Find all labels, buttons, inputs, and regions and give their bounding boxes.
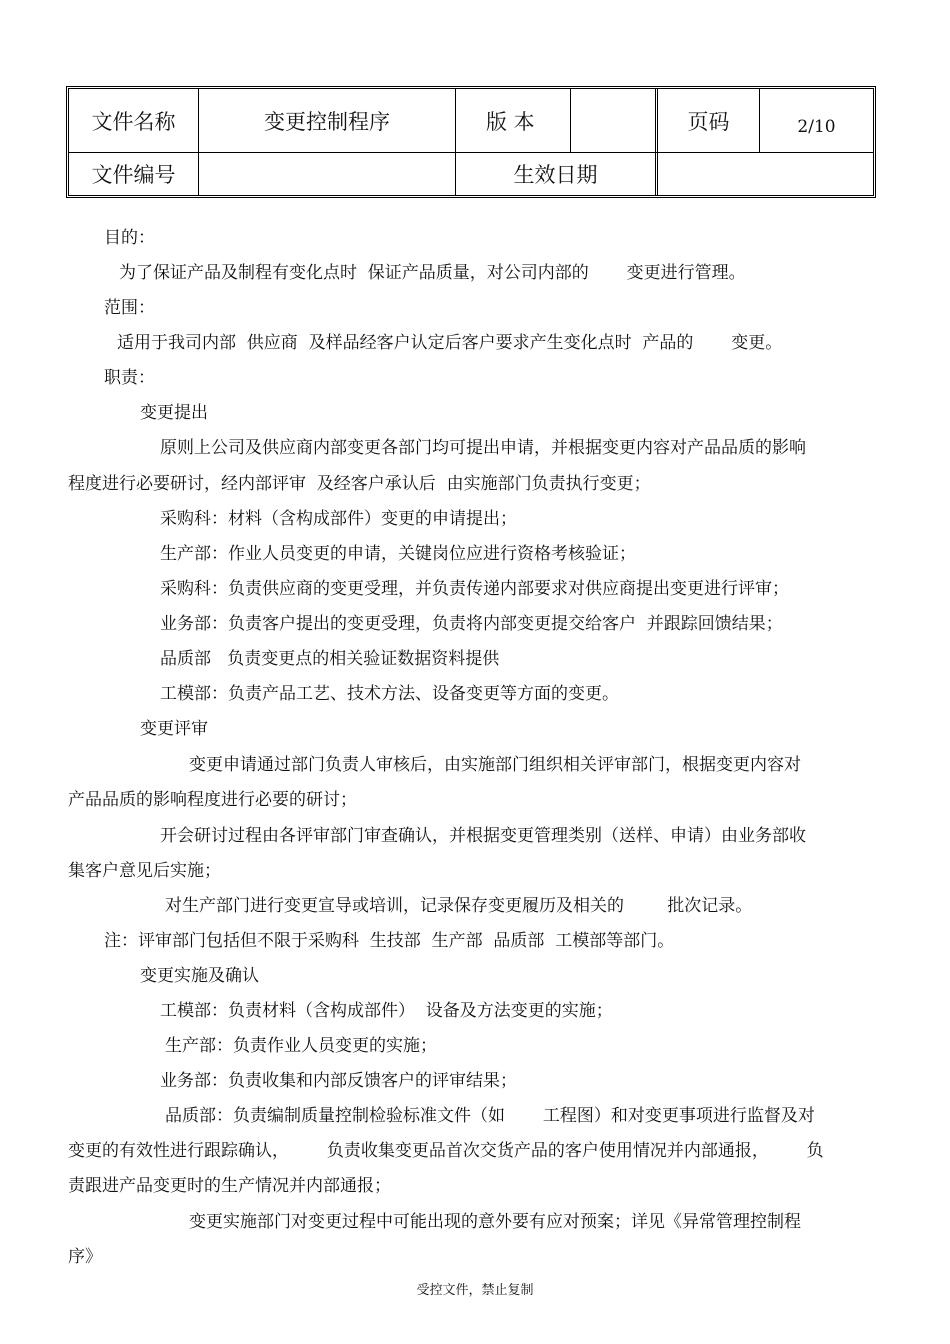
body-text-line: 业务部：负责客户提出的变更受理，负责将内部变更提交给客户 并跟踪回馈结果； [160, 614, 783, 634]
body-text-line: 品质部 负责变更点的相关验证数据资料提供 [160, 649, 500, 669]
file-number-label: 文件编号 [91, 163, 176, 187]
file-number-value [199, 153, 455, 195]
effective-date-label: 生效日期 [513, 163, 598, 187]
file-name-label: 文件名称 [91, 109, 176, 134]
body-text-line: 集客户意见后实施； [68, 861, 221, 881]
body-text-line: 生产部：负责作业人员变更的实施； [165, 1036, 437, 1056]
body-text-line: 采购科：材料（含构成部件）变更的申请提出； [160, 509, 517, 529]
body-text-line: 程度进行必要研讨，经内部评审 及经客户承认后 由实施部门负责执行变更； [68, 474, 651, 494]
version-label: 版 本 [486, 109, 535, 134]
document-header-table [66, 86, 876, 198]
page-number: 2/10 [797, 116, 836, 137]
body-text-line: 生产部：作业人员变更的申请，关键岗位应进行资格考核验证； [160, 544, 636, 564]
body-text-line: 原则上公司及供应商内部变更各部门均可提出申请，并根据变更内容对产品品质的影响 [160, 438, 806, 458]
subheading-change-request: 变更提出 [140, 403, 208, 423]
body-text-line: 为了保证产品及制程有变化点时 保证产品质量，对公司内部的 变更进行管理。 [119, 263, 746, 283]
file-name-value: 变更控制程序 [264, 109, 390, 134]
subheading-change-implementation: 变更实施及确认 [140, 966, 259, 986]
section-heading-responsibilities: 职责： [104, 368, 155, 388]
body-text-line: 变更实施部门对变更过程中可能出现的意外要有应对预案；详见《异常管理控制程 [189, 1212, 801, 1232]
page-label: 页码 [687, 109, 730, 134]
body-text-line: 采购科：负责供应商的变更受理，并负责传递内部要求对供应商提出变更进行评审； [160, 579, 789, 599]
body-text-line: 产品品质的影响程度进行必要的研讨； [68, 790, 357, 810]
body-text-line: 变更申请通过部门负责人审核后，由实施部门组织相关评审部门，根据变更内容对 [189, 755, 801, 775]
body-text-line: 适用于我司内部 供应商 及样品经客户认定后客户要求产生变化点时 产品的 变更。 [117, 333, 783, 353]
version-value [571, 89, 655, 152]
page-footer: 受控文件，禁止复制 [416, 1283, 534, 1298]
body-text-line: 序》 [68, 1247, 102, 1267]
body-text-line: 工模部：负责材料（含构成部件） 设备及方法变更的实施； [160, 1001, 613, 1021]
section-heading-scope: 范围： [104, 298, 155, 318]
body-text-line: 品质部：负责编制质量控制检验标准文件（如 工程图）和对变更事项进行监督及对 [165, 1106, 815, 1126]
body-text-line: 对生产部门进行变更宣导或培训，记录保存变更履历及相关的 批次记录。 [165, 896, 753, 916]
note-text: 注：评审部门包括但不限于采购科 生技部 生产部 品质部 工模部等部门。 [104, 931, 675, 951]
effective-date-value [658, 153, 873, 195]
section-heading-purpose: 目的： [104, 228, 155, 248]
subheading-change-review: 变更评审 [140, 719, 208, 739]
body-text-line: 开会研讨过程由各评审部门审查确认，并根据变更管理类别（送样、申请）由业务部收 [160, 826, 806, 846]
body-text-line: 业务部：负责收集和内部反馈客户的评审结果； [160, 1071, 517, 1091]
body-text-line: 责跟进产品变更时的生产情况并内部通报； [68, 1176, 391, 1196]
body-text-line: 变更的有效性进行跟踪确认， 负责收集变更品首次交货产品的客户使用情况并内部通报， 负 [68, 1141, 824, 1161]
body-text-line: 工模部：负责产品工艺、技术方法、设备变更等方面的变更。 [160, 684, 619, 704]
